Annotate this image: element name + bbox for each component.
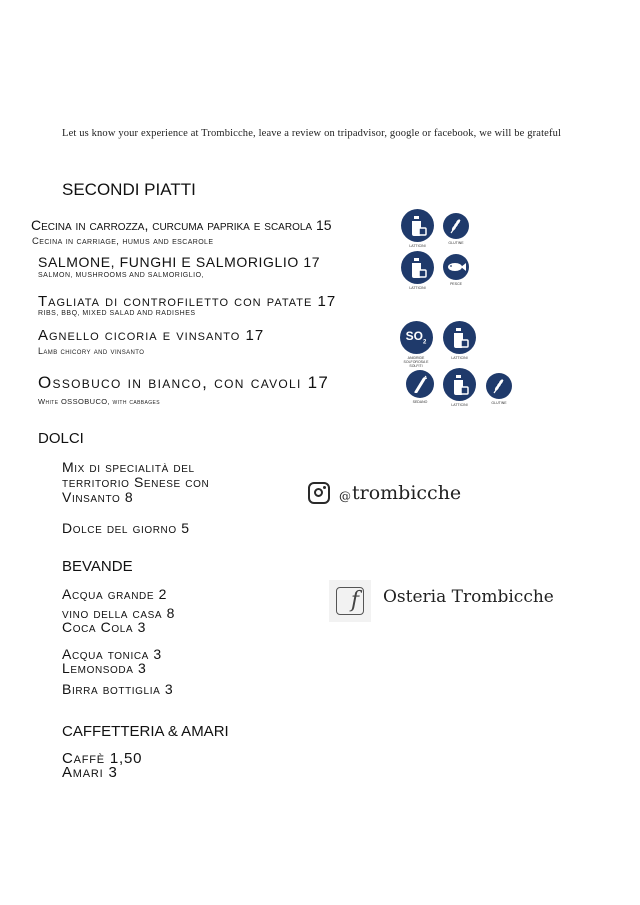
dish-desc-tagliata: RIBS, BBQ, MIXED SALAD AND RADISHES	[38, 310, 196, 317]
dessert-mix: Mix di specialità del territorio Senese con Vinsanto 8	[62, 459, 210, 505]
facebook-link[interactable]	[329, 580, 554, 622]
review-note: Let us know your experience at Trombicche, leave a review on tripadvisor, google or facebook, we will be grateful	[62, 128, 562, 139]
allergen-latticini-ossobuco	[443, 368, 476, 407]
allergen-sedano-ossobuco	[406, 370, 434, 404]
instagram-at: @	[339, 488, 351, 503]
facebook-name: Osteria Trombicche	[383, 587, 554, 607]
allergen-label: GLUTINE	[491, 401, 507, 405]
allergen-label: PESCE	[450, 282, 462, 286]
dish-name-cecina: Cecina in carrozza, curcuma paprika e scarola 15	[31, 217, 332, 233]
dish-name-ossobuco: Ossobuco in bianco, con cavoli 17	[38, 373, 330, 392]
allergen-label: LATTICINI	[409, 286, 426, 290]
dessert-dolce-del-giorno: Dolce del giorno 5	[62, 520, 190, 536]
celery-icon	[406, 370, 434, 398]
drink-lemonsoda: Lemonsoda 3	[62, 660, 147, 676]
milk-bottle-icon	[443, 321, 476, 354]
dish-name-salmone: SALMONE, FUNGHI E SALMORIGLIO 17	[38, 254, 321, 270]
dish-desc-salmone: SALMON, MUSHROOMS AND SALMORIGLIO,	[38, 272, 204, 279]
drink-coca-cola: Coca Cola 3	[62, 619, 147, 635]
allergen-pesce-salmone	[443, 254, 469, 286]
allergen-label: ANIDRIDE SOLFOROSA E SOLFITI	[403, 356, 429, 368]
dish-desc-ossobuco: White OSSOBUCO, with cabbages	[38, 397, 161, 406]
instagram-handle: trombicche	[352, 482, 462, 504]
dish-desc-agnello: Lamb chicory and vinsanto	[38, 346, 145, 356]
milk-bottle-icon	[401, 251, 434, 284]
allergen-glutine-cecina	[443, 213, 469, 245]
allergen-label: SEDANO	[412, 400, 428, 404]
allergen-latticini-agnello	[443, 321, 476, 360]
fish-icon	[443, 254, 469, 280]
allergen-label: GLUTINE	[448, 241, 464, 245]
coffee-amari: Amari 3	[62, 764, 118, 781]
milk-bottle-icon	[443, 368, 476, 401]
section-title-caffetteria: CAFFETTERIA & AMARI	[62, 723, 229, 740]
drink-vino-casa: vino della casa 8	[62, 605, 176, 621]
wheat-icon	[443, 213, 469, 239]
facebook-icon-box	[329, 580, 371, 622]
dish-name-agnello: Agnello cicoria e vinsanto 17	[38, 327, 265, 344]
dish-desc-cecina: Cecina in carriage, humus and escarole	[32, 236, 214, 247]
dish-name-tagliata: Tagliata di controfiletto con patate 17	[38, 293, 337, 310]
allergen-solfiti-agnello	[398, 321, 434, 368]
allergen-label: LATTICINI	[451, 403, 468, 407]
allergen-latticini-cecina	[401, 209, 434, 248]
so2-icon: $SO_2$	[400, 321, 433, 354]
drink-acqua-grande: Acqua grande 2	[62, 586, 167, 602]
allergen-latticini-salmone	[401, 251, 434, 290]
coffee-caffe: Caffè 1,50	[62, 750, 143, 767]
drink-acqua-tonica: Acqua tonica 3	[62, 646, 162, 662]
drink-birra-bottiglia: Birra bottiglia 3	[62, 681, 174, 697]
facebook-icon: f	[336, 587, 364, 615]
section-title-bevande: BEVANDE	[62, 558, 133, 575]
section-title-dolci: DOLCI	[38, 430, 84, 447]
milk-bottle-icon	[401, 209, 434, 242]
allergen-label: LATTICINI	[451, 356, 468, 360]
section-title-secondi: SECONDI PIATTI	[62, 180, 196, 199]
allergen-glutine-ossobuco	[486, 373, 512, 405]
instagram-icon	[308, 482, 330, 504]
instagram-link[interactable]	[308, 482, 461, 504]
wheat-icon	[486, 373, 512, 399]
allergen-label: LATTICINI	[409, 244, 426, 248]
